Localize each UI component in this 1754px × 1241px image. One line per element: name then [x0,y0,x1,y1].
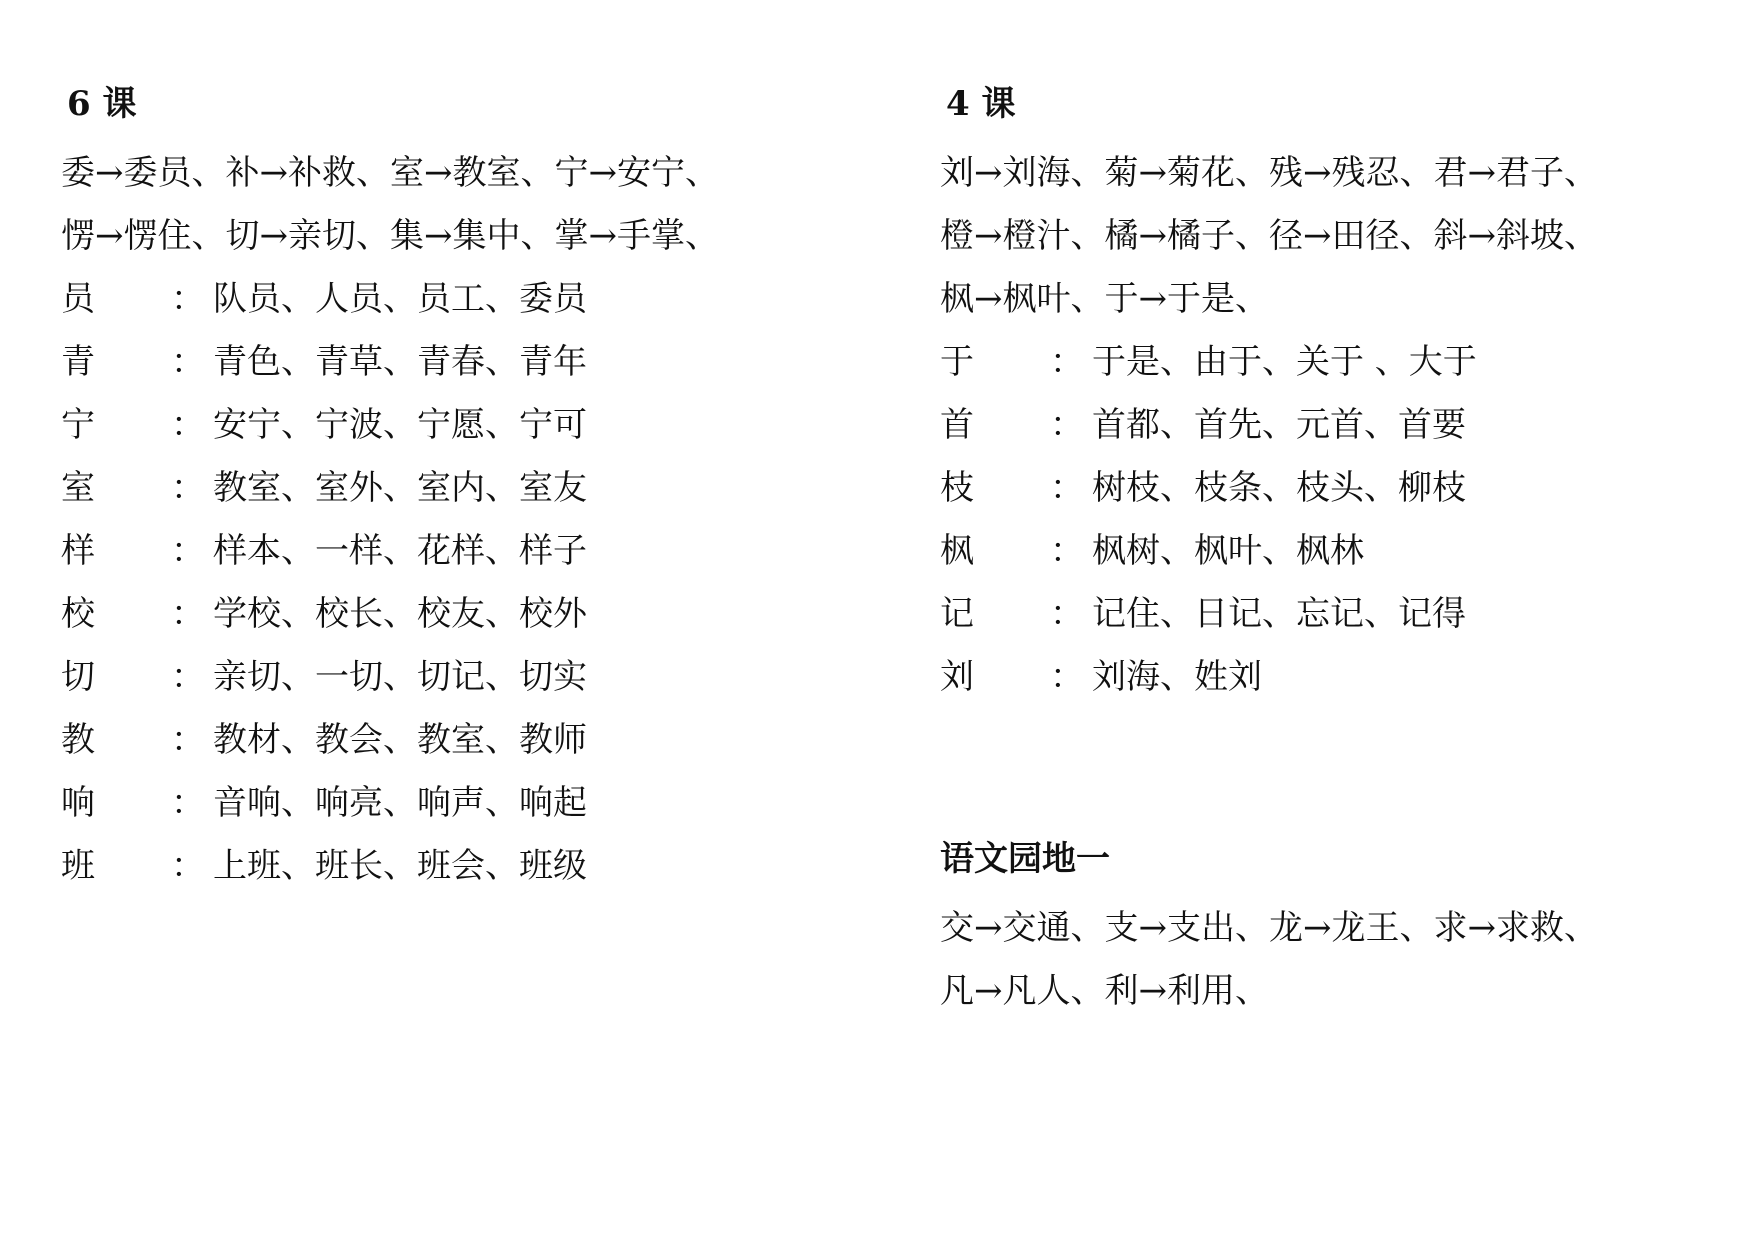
word-char: 刘 [940,657,974,697]
chinese-garden-title: 语文园地一 [940,839,1110,879]
word-list: 上班、班长、班会、班级 [213,846,587,886]
word-group-row [61,520,901,583]
word-list: 于是、由于、关于 、大于 [1092,342,1477,382]
word-colon: ： [171,594,205,634]
word-group-row [61,772,901,835]
word-group-row [940,394,1754,457]
word-list: 学校、校长、校友、校外 [213,594,587,634]
section-spacer [940,709,1754,835]
word-colon: ： [171,657,205,697]
word-char: 班 [61,846,95,886]
word-char: 样 [61,531,95,571]
word-colon: ： [171,720,205,760]
word-group-row [61,835,901,898]
word-list: 音响、响亮、响声、响起 [213,783,587,823]
word-colon: ： [1050,594,1084,634]
word-char: 宁 [61,405,95,445]
word-colon: ： [171,783,205,823]
word-char: 员 [61,279,95,319]
word-list: 首都、首先、元首、首要 [1092,405,1466,445]
word-group-row [61,709,901,772]
word-list: 教室、室外、室内、室友 [213,468,587,508]
word-list: 青色、青草、青春、青年 [213,342,587,382]
word-list: 队员、人员、员工、委员 [213,279,587,319]
word-char: 于 [940,342,974,382]
arrow-line: 愣→愣住、切→亲切、集→集中、掌→手掌、 [61,216,719,256]
lesson-4-section [940,80,1754,1023]
arrow-line: 橙→橙汁、橘→橘子、径→田径、斜→斜坡、 [940,216,1598,256]
word-char: 教 [61,720,95,760]
word-colon: ： [171,279,205,319]
arrow-line: 委→委员、补→补救、室→教室、宁→安宁、 [61,153,719,193]
word-colon: ： [1050,468,1084,508]
word-colon: ： [1050,657,1084,697]
word-char: 枝 [940,468,974,508]
word-colon: ： [171,846,205,886]
arrow-line: 枫→枫叶、于→于是、 [940,279,1269,319]
word-colon: ： [1050,405,1084,445]
word-group-row [61,268,901,331]
word-group-row [61,646,901,709]
lesson-6-title: 6 课 [67,84,137,124]
word-list: 记住、日记、忘记、记得 [1092,594,1466,634]
word-char: 首 [940,405,974,445]
word-group-row [940,331,1754,394]
word-colon: ： [171,531,205,571]
word-group-row [940,583,1754,646]
word-group-row [61,394,901,457]
word-colon: ： [1050,342,1084,382]
arrow-line: 刘→刘海、菊→菊花、残→残忍、君→君子、 [940,153,1598,193]
lesson-6-section [61,80,901,898]
word-group-row [61,583,901,646]
word-list: 刘海、姓刘 [1092,657,1262,697]
word-char: 记 [940,594,974,634]
word-group-row [940,646,1754,709]
word-char: 切 [61,657,95,697]
word-char: 校 [61,594,95,634]
word-char: 室 [61,468,95,508]
word-char: 青 [61,342,95,382]
word-colon: ： [171,468,205,508]
arrow-line: 交→交通、支→支出、龙→龙王、求→求救、 [940,908,1598,948]
word-colon: ： [171,342,205,382]
arrow-line: 凡→凡人、利→利用、 [940,971,1269,1011]
word-list: 树枝、枝条、枝头、柳枝 [1092,468,1466,508]
word-colon: ： [171,405,205,445]
word-list: 枫树、枫叶、枫林 [1092,531,1364,571]
word-list: 安宁、宁波、宁愿、宁可 [213,405,587,445]
word-group-row [61,331,901,394]
word-char: 响 [61,783,95,823]
word-list: 教材、教会、教室、教师 [213,720,587,760]
word-group-row [940,457,1754,520]
word-char: 枫 [940,531,974,571]
word-list: 亲切、一切、切记、切实 [213,657,587,697]
word-group-row [61,457,901,520]
word-group-row [940,520,1754,583]
word-colon: ： [1050,531,1084,571]
lesson-4-title: 4 课 [946,84,1016,124]
word-list: 样本、一样、花样、样子 [213,531,587,571]
